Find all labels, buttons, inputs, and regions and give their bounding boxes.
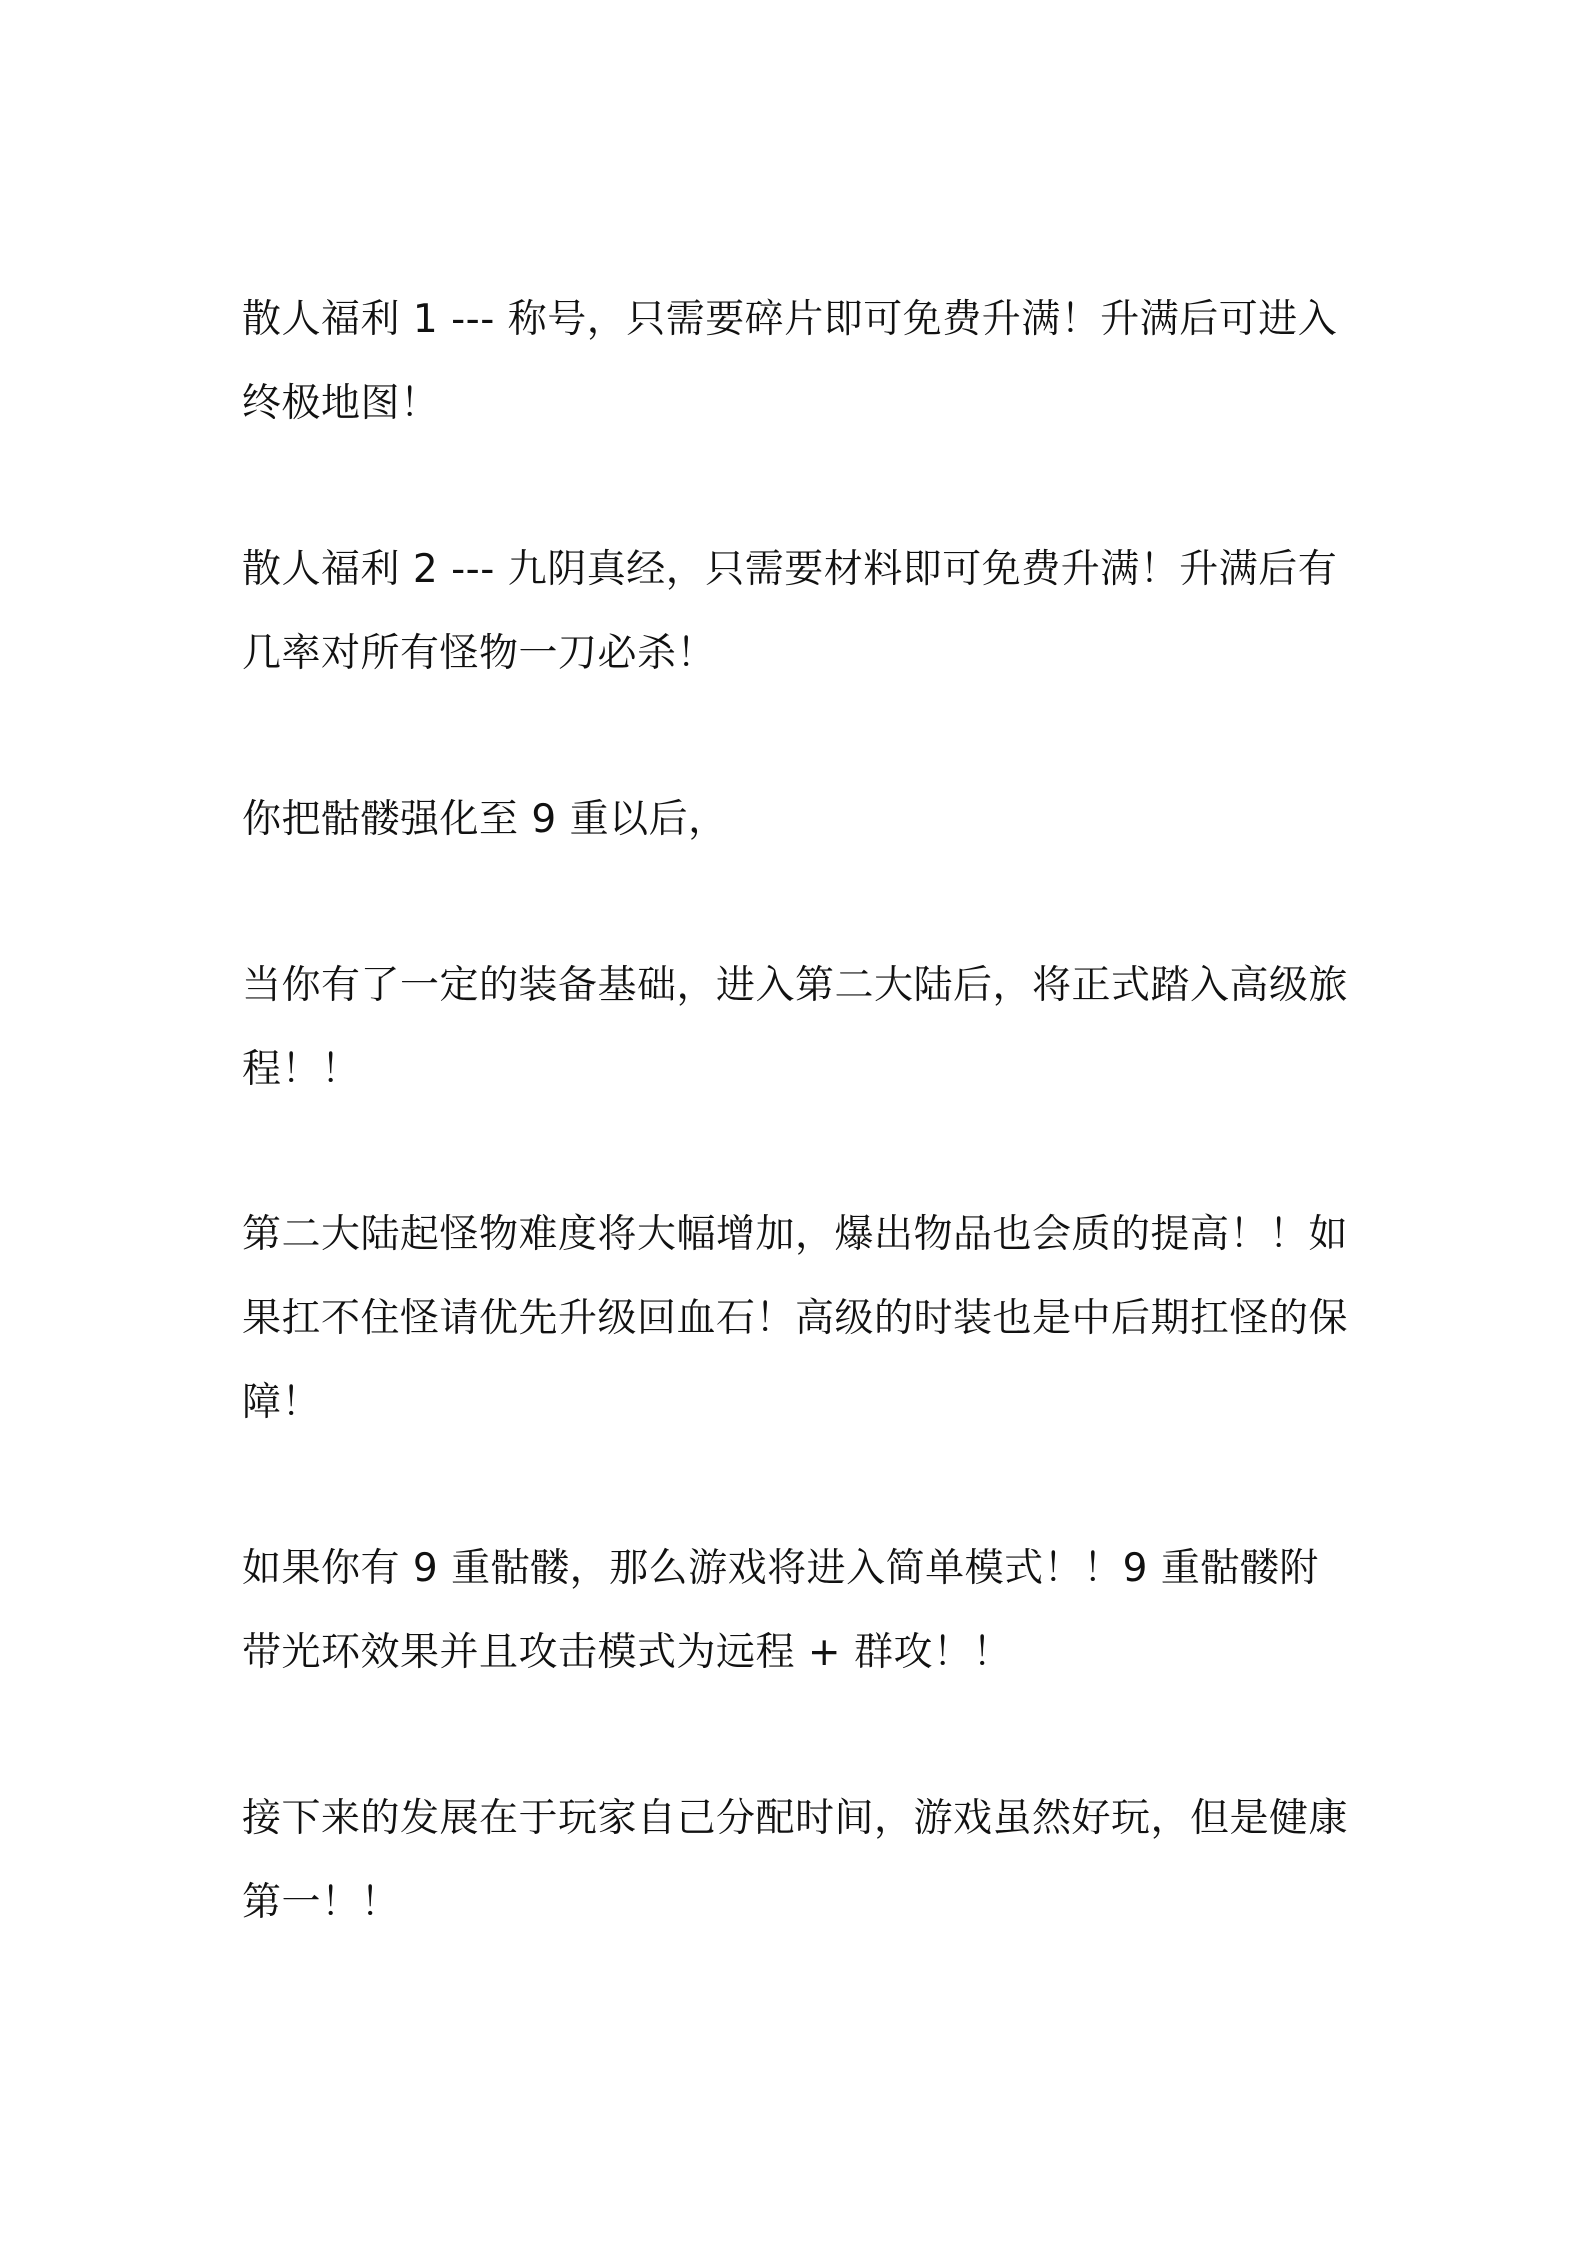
- paragraph-welfare-1: 散人福利 1 --- 称号，只需要碎片即可免费升满！升满后可进入终极地图！: [242, 297, 1338, 426]
- paragraph-second-continent: 当你有了一定的装备基础，进入第二大陆后，将正式踏入高级旅程！！: [242, 963, 1349, 1092]
- paragraph-easy-mode: 如果你有 9 重骷髅，那么游戏将进入简单模式！！9 重骷髅附带光环效果并且攻击模式为远程 + 群攻！！: [242, 1546, 1319, 1675]
- paragraph-difficulty: 第二大陆起怪物难度将大幅增加，爆出物品也会质的提高！！如果扛不住怪请优先升级回血石！高级的时装也是中后期扛怪的保障！: [242, 1212, 1349, 1425]
- paragraph-skeleton-upgrade: 你把骷髅强化至 9 重以后，: [242, 797, 728, 842]
- paragraph-health: 接下来的发展在于玩家自己分配时间，游戏虽然好玩，但是健康第一！！: [242, 1796, 1349, 1925]
- paragraph-welfare-2: 散人福利 2 --- 九阴真经，只需要材料即可免费升满！升满后有几率对所有怪物一刀必杀！: [242, 547, 1338, 676]
